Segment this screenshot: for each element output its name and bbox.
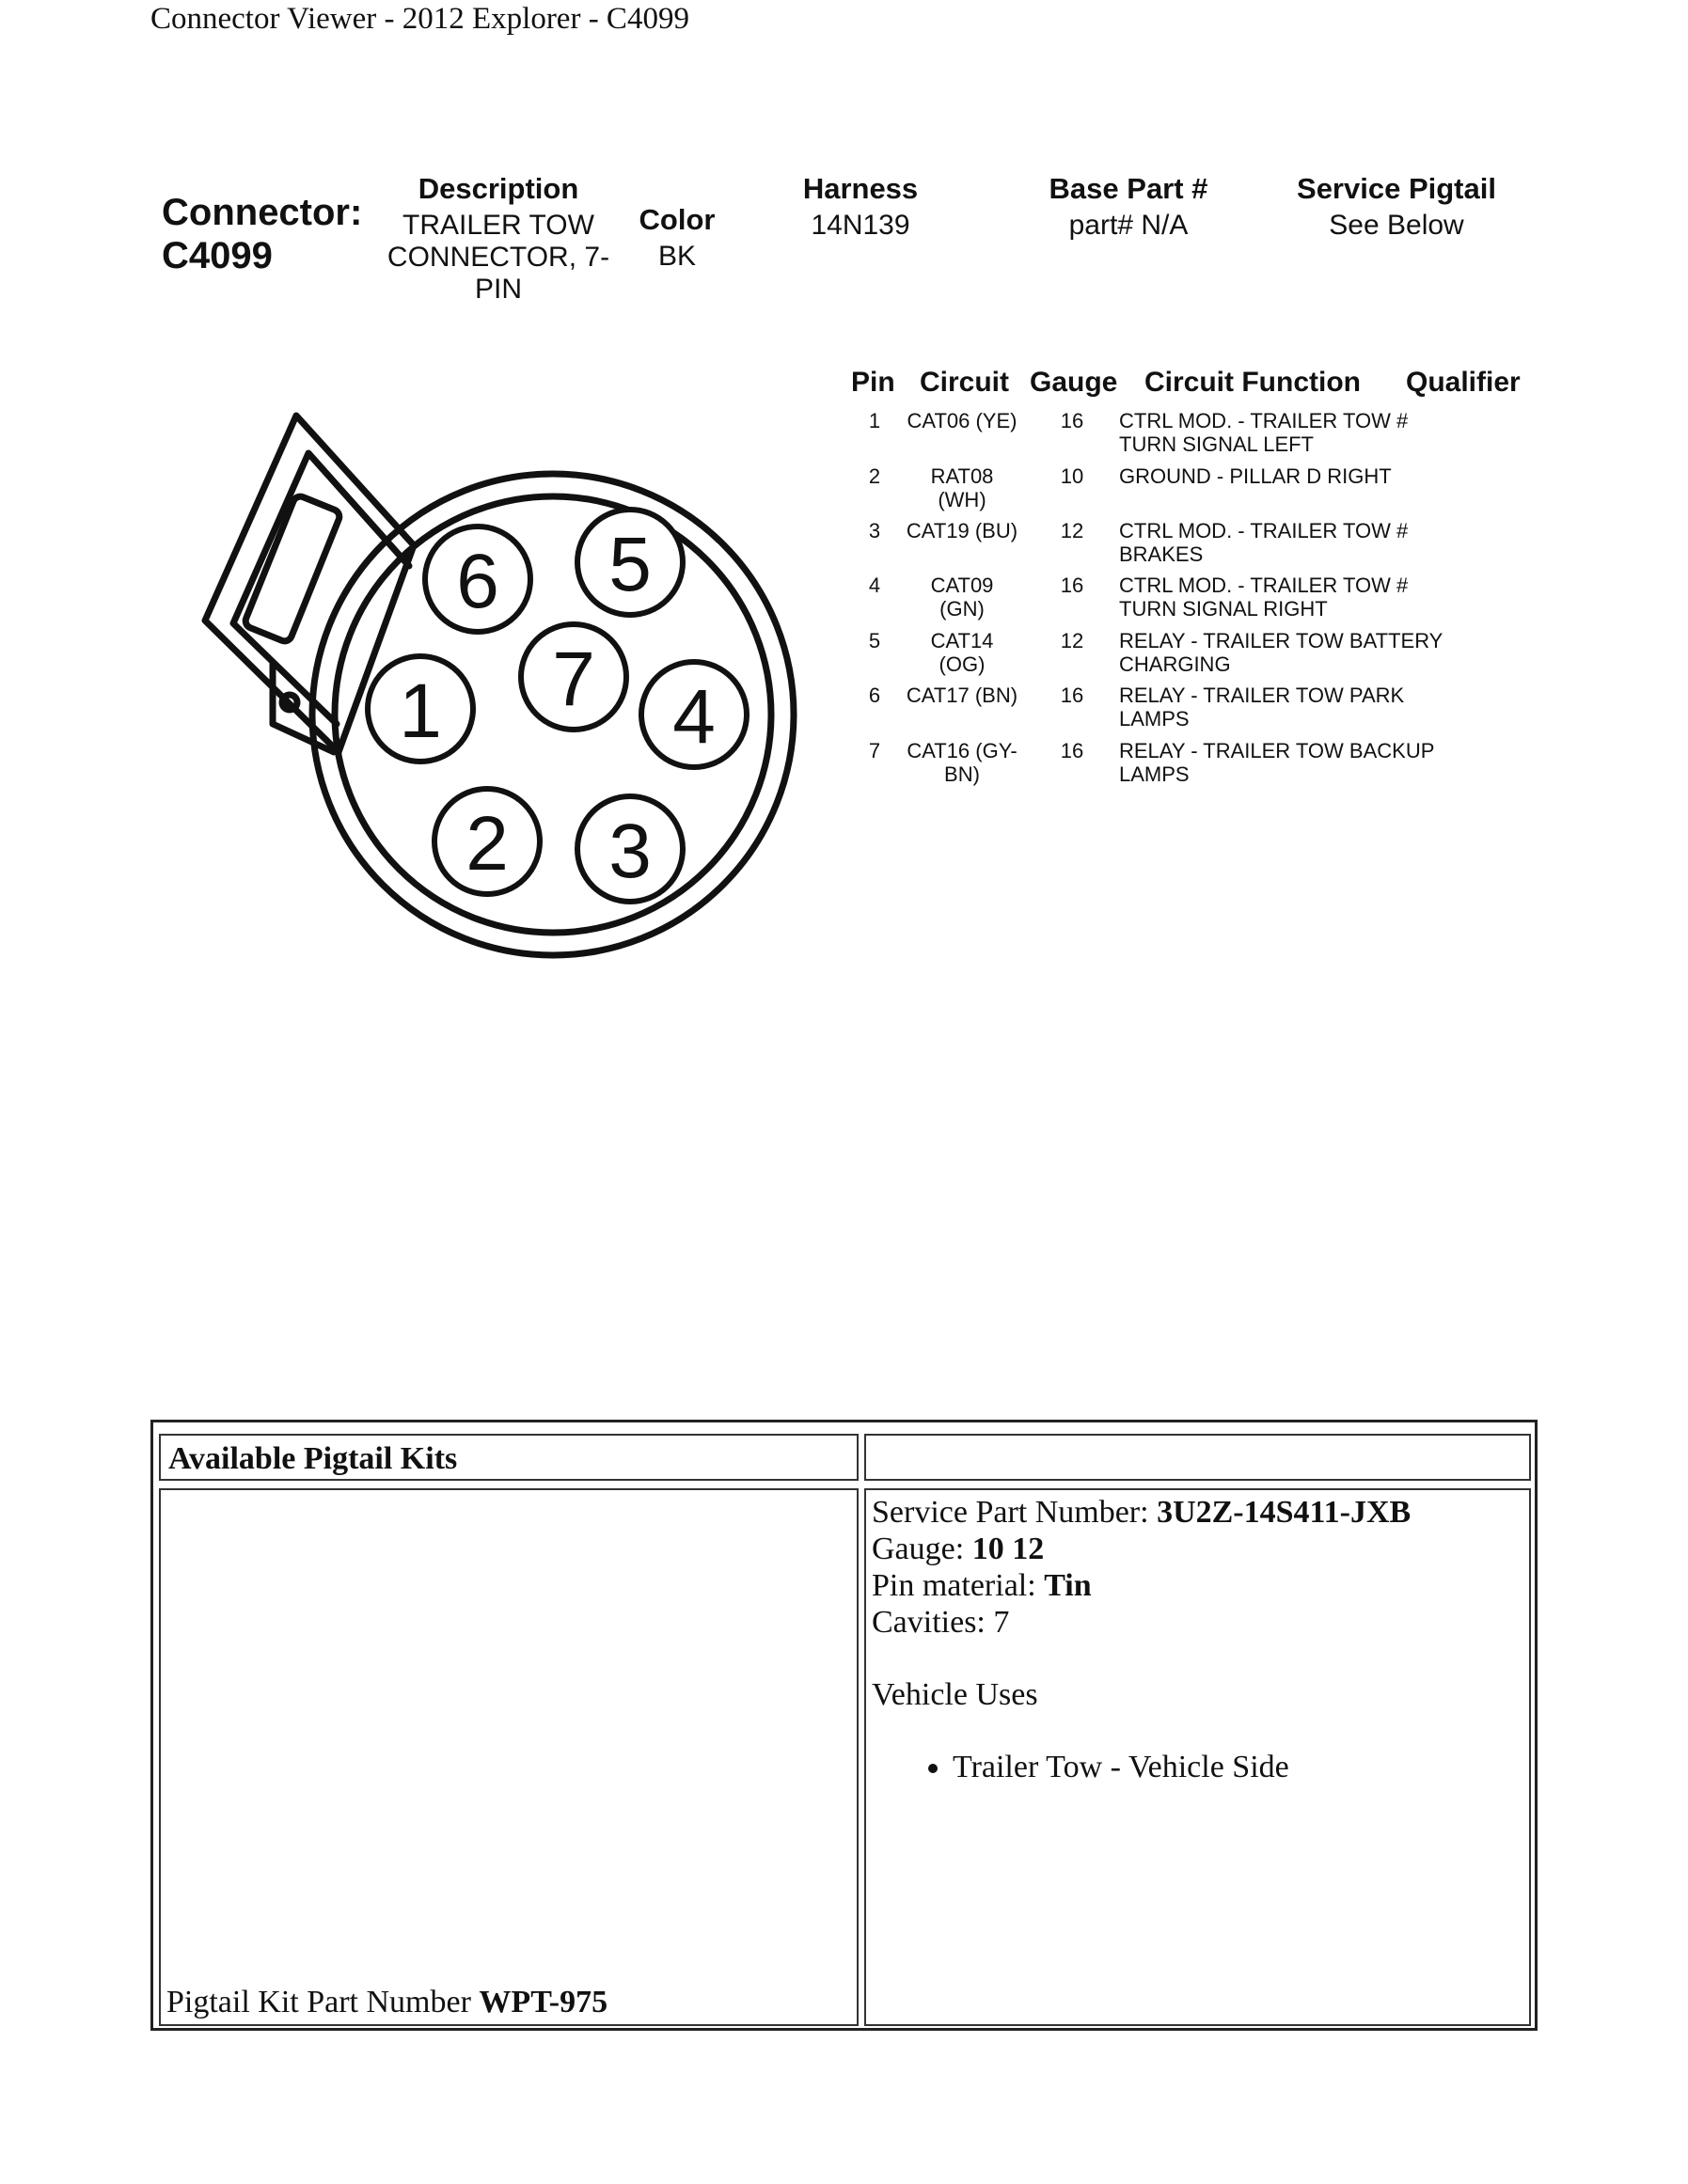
connector-face-diagram: [188, 395, 818, 997]
base-part-column: [1025, 172, 1232, 242]
pin-function: GROUND - PILLAR D RIGHT: [1119, 464, 1392, 488]
pin-number: 1: [868, 409, 881, 432]
pin-gauge: 16: [1060, 573, 1084, 597]
pin-material-value: Tin: [1044, 1568, 1092, 1603]
pin-6-label: 6: [456, 539, 499, 624]
pin-gauge: 16: [1060, 409, 1084, 432]
kit-part-label: Pigtail Kit Part Number: [166, 1985, 471, 2019]
pin-number: 2: [868, 464, 881, 488]
pin-1-label: 1: [399, 668, 442, 754]
connector-id: C4099: [162, 235, 273, 276]
harness-label: Harness: [802, 172, 919, 205]
pin-circuit: CAT14 (OG): [930, 629, 994, 676]
pin-number: 6: [868, 683, 881, 707]
service-pigtail-label: Service Pigtail: [1297, 172, 1496, 205]
color-value: BK: [657, 241, 697, 272]
pin-circuit: CAT09 (GN): [930, 573, 994, 621]
qualifier-header: Qualifier: [1406, 367, 1521, 398]
description-label: Description: [418, 172, 579, 205]
harness-column: [781, 172, 940, 242]
pin-number: 7: [868, 739, 881, 762]
service-part-details: [864, 1488, 1531, 2026]
service-part-line: [872, 1494, 1523, 1531]
pin-number: 4: [868, 573, 881, 597]
pin-2-label: 2: [465, 801, 509, 887]
gauge-label: Gauge:: [872, 1532, 965, 1566]
circuit-header: Circuit: [920, 367, 1010, 398]
service-pigtail-column: [1279, 172, 1514, 242]
pin-gauge: 16: [1060, 683, 1084, 707]
pin-number: 3: [868, 519, 881, 542]
pin-function: RELAY - TRAILER TOW BATTERY CHARGING: [1119, 629, 1443, 676]
pin-circuit: CAT17 (BN): [906, 683, 1018, 707]
pin-function: CTRL MOD. - TRAILER TOW # BRAKES: [1119, 519, 1409, 566]
service-part-label: Service Part Number:: [872, 1495, 1149, 1530]
color-column: [625, 203, 729, 273]
pin-7-label: 7: [552, 636, 595, 722]
pin-gauge: 16: [1060, 739, 1084, 762]
pin-function: CTRL MOD. - TRAILER TOW # TURN SIGNAL LEFT: [1119, 409, 1409, 456]
pin-circuit: CAT16 (GY-BN): [907, 739, 1018, 786]
pin-function: RELAY - TRAILER TOW BACKUP LAMPS: [1119, 739, 1434, 786]
vehicle-use-item: • Trailer Tow - Vehicle Side: [953, 1749, 1523, 1785]
pin-header: Pin: [851, 367, 895, 398]
service-part-value: 3U2Z-14S411-JXB: [1157, 1495, 1412, 1530]
cavities-line: [872, 1604, 1523, 1641]
connector-id-block: [162, 191, 362, 277]
gauge-line: [872, 1531, 1523, 1567]
circuit-function-header: Circuit Function: [1144, 367, 1361, 398]
vehicle-uses-label: Vehicle Uses: [872, 1677, 1038, 1712]
pigtail-kits-table: [150, 1420, 1538, 2031]
pin-number: 5: [868, 629, 881, 652]
pin-5-label: 5: [608, 522, 652, 607]
pin-material-label: Pin material:: [872, 1568, 1036, 1603]
pigtail-kits-heading: Available Pigtail Kits: [159, 1434, 859, 1481]
pin-material-line: [872, 1567, 1523, 1604]
pin-circuit: CAT06 (YE): [907, 409, 1018, 432]
cavities-value: 7: [993, 1605, 1010, 1640]
base-part-label: Base Part #: [1049, 172, 1208, 205]
gauge-value: 10 12: [971, 1532, 1045, 1566]
pin-gauge: 12: [1060, 629, 1084, 652]
pigtail-kit-cell: [159, 1488, 859, 2026]
base-part-value: part# N/A: [1068, 210, 1189, 241]
cavities-label: Cavities:: [872, 1605, 986, 1640]
vehicle-uses-list: [872, 1749, 1523, 1785]
pin-3-label: 3: [608, 809, 652, 894]
description-column: [381, 172, 616, 306]
connector-label: Connector:: [162, 192, 363, 233]
gauge-header: Gauge: [1030, 367, 1118, 398]
pin-function: RELAY - TRAILER TOW PARK LAMPS: [1119, 683, 1405, 731]
description-value: TRAILER TOW CONNECTOR, 7-PIN: [387, 210, 610, 305]
pin-4-label: 4: [672, 674, 716, 760]
pin-circuit: RAT08 (WH): [930, 464, 994, 511]
pin-gauge: 12: [1060, 519, 1084, 542]
pigtail-kits-heading-spacer: [864, 1434, 1531, 1481]
pin-gauge: 10: [1060, 464, 1084, 488]
pin-circuit: CAT19 (BU): [906, 519, 1018, 542]
pigtail-kit-part-number: [166, 1985, 607, 2020]
service-pigtail-value: See Below: [1329, 210, 1464, 241]
page-title: Connector Viewer - 2012 Explorer - C4099: [150, 2, 689, 36]
pin-function: CTRL MOD. - TRAILER TOW # TURN SIGNAL RIGHT: [1119, 573, 1409, 621]
kit-part-value: WPT-975: [479, 1985, 608, 2019]
color-label: Color: [639, 203, 716, 236]
harness-value: 14N139: [811, 210, 910, 241]
